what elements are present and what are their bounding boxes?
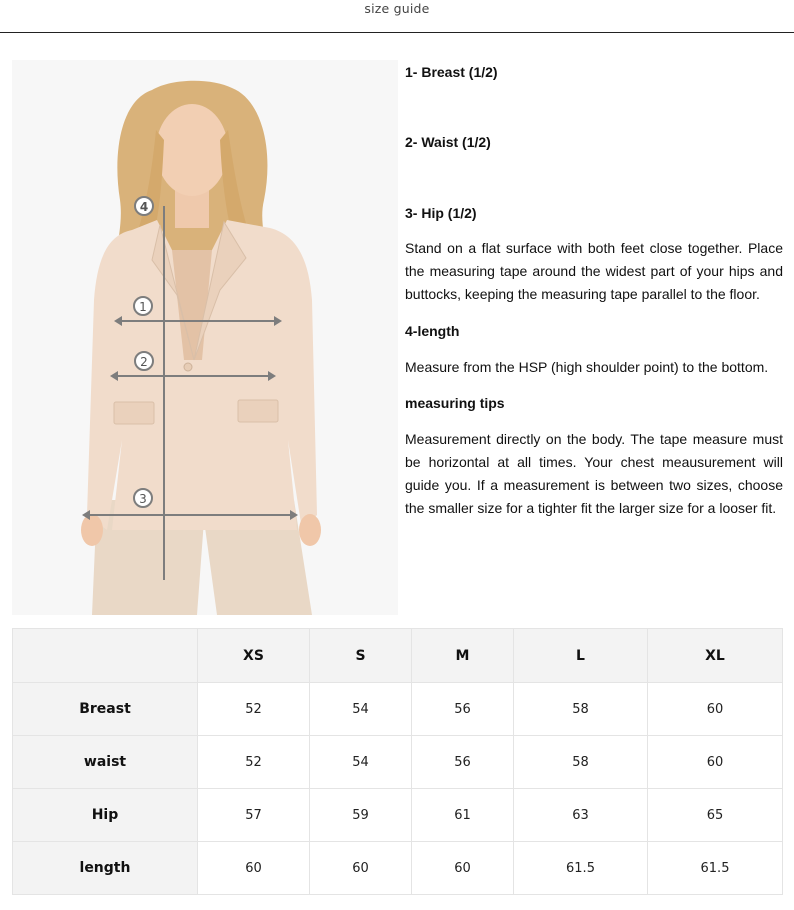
marker-4: [135, 197, 153, 215]
corner-cell: [13, 629, 198, 683]
table-cell: 52: [198, 683, 310, 736]
table-row: [13, 842, 783, 895]
table-cell: 57: [198, 789, 310, 842]
marker-1: [134, 297, 152, 315]
waist-heading: 2- Waist (1/2): [405, 134, 491, 150]
row-label: Hip: [13, 789, 198, 842]
row-label: length: [13, 842, 198, 895]
table-cell: 58: [514, 736, 648, 789]
size-s-header: S: [310, 629, 412, 683]
svg-text:3: 3: [139, 492, 147, 506]
hip-instructions: Stand on a flat surface with both feet close together. Place the measuring tape around the widest part of your hips and buttocks, keeping the measuring tape parallel to the floor.: [405, 240, 783, 302]
model-illustration: [12, 60, 398, 615]
size-xs-header: XS: [198, 629, 310, 683]
size-xl-header: XL: [648, 629, 783, 683]
size-m-header: M: [412, 629, 514, 683]
jacket-button: [184, 363, 192, 371]
table-cell: 61.5: [514, 842, 648, 895]
length-instructions: Measure from the HSP (high shoulder point) to the bottom.: [405, 359, 769, 375]
table-cell: 63: [514, 789, 648, 842]
tips-heading: measuring tips: [405, 395, 505, 411]
page-title: size guide: [364, 1, 430, 16]
row-label: Breast: [13, 683, 198, 736]
table-cell: 60: [412, 842, 514, 895]
table-cell: 58: [514, 683, 648, 736]
table-cell: 54: [310, 683, 412, 736]
table-cell: 56: [412, 683, 514, 736]
svg-text:1: 1: [139, 300, 147, 314]
page-header: [0, 0, 794, 33]
measurement-figure: [12, 60, 398, 615]
table-cell: 52: [198, 736, 310, 789]
table-row: [13, 683, 783, 736]
table-row: [13, 736, 783, 789]
svg-text:4: 4: [139, 200, 149, 214]
table-cell: 56: [412, 736, 514, 789]
hip-heading: 3- Hip (1/2): [405, 205, 477, 221]
table-cell: 60: [648, 683, 783, 736]
row-label: waist: [13, 736, 198, 789]
face: [156, 104, 228, 196]
size-table: [12, 628, 783, 895]
breast-heading: 1- Breast (1/2): [405, 64, 498, 80]
marker-2: [135, 352, 153, 370]
tips-text: Measurement directly on the body. The tape measure must be horizontal at all times. Your chest meausurement will guide you. If a measurement is between two sizes, choose the smaller size for a tighter fit the larger size for a looser fit.: [405, 431, 783, 516]
table-cell: 54: [310, 736, 412, 789]
table-cell: 60: [648, 736, 783, 789]
marker-3: [134, 489, 152, 507]
svg-text:2: 2: [140, 355, 148, 369]
table-cell: 60: [310, 842, 412, 895]
length-heading: 4-length: [405, 323, 460, 339]
size-header-row: [13, 629, 783, 683]
table-cell: 59: [310, 789, 412, 842]
table-row: [13, 789, 783, 842]
table-cell: 60: [198, 842, 310, 895]
table-cell: 61: [412, 789, 514, 842]
table-cell: 61.5: [648, 842, 783, 895]
size-l-header: L: [514, 629, 648, 683]
table-cell: 65: [648, 789, 783, 842]
